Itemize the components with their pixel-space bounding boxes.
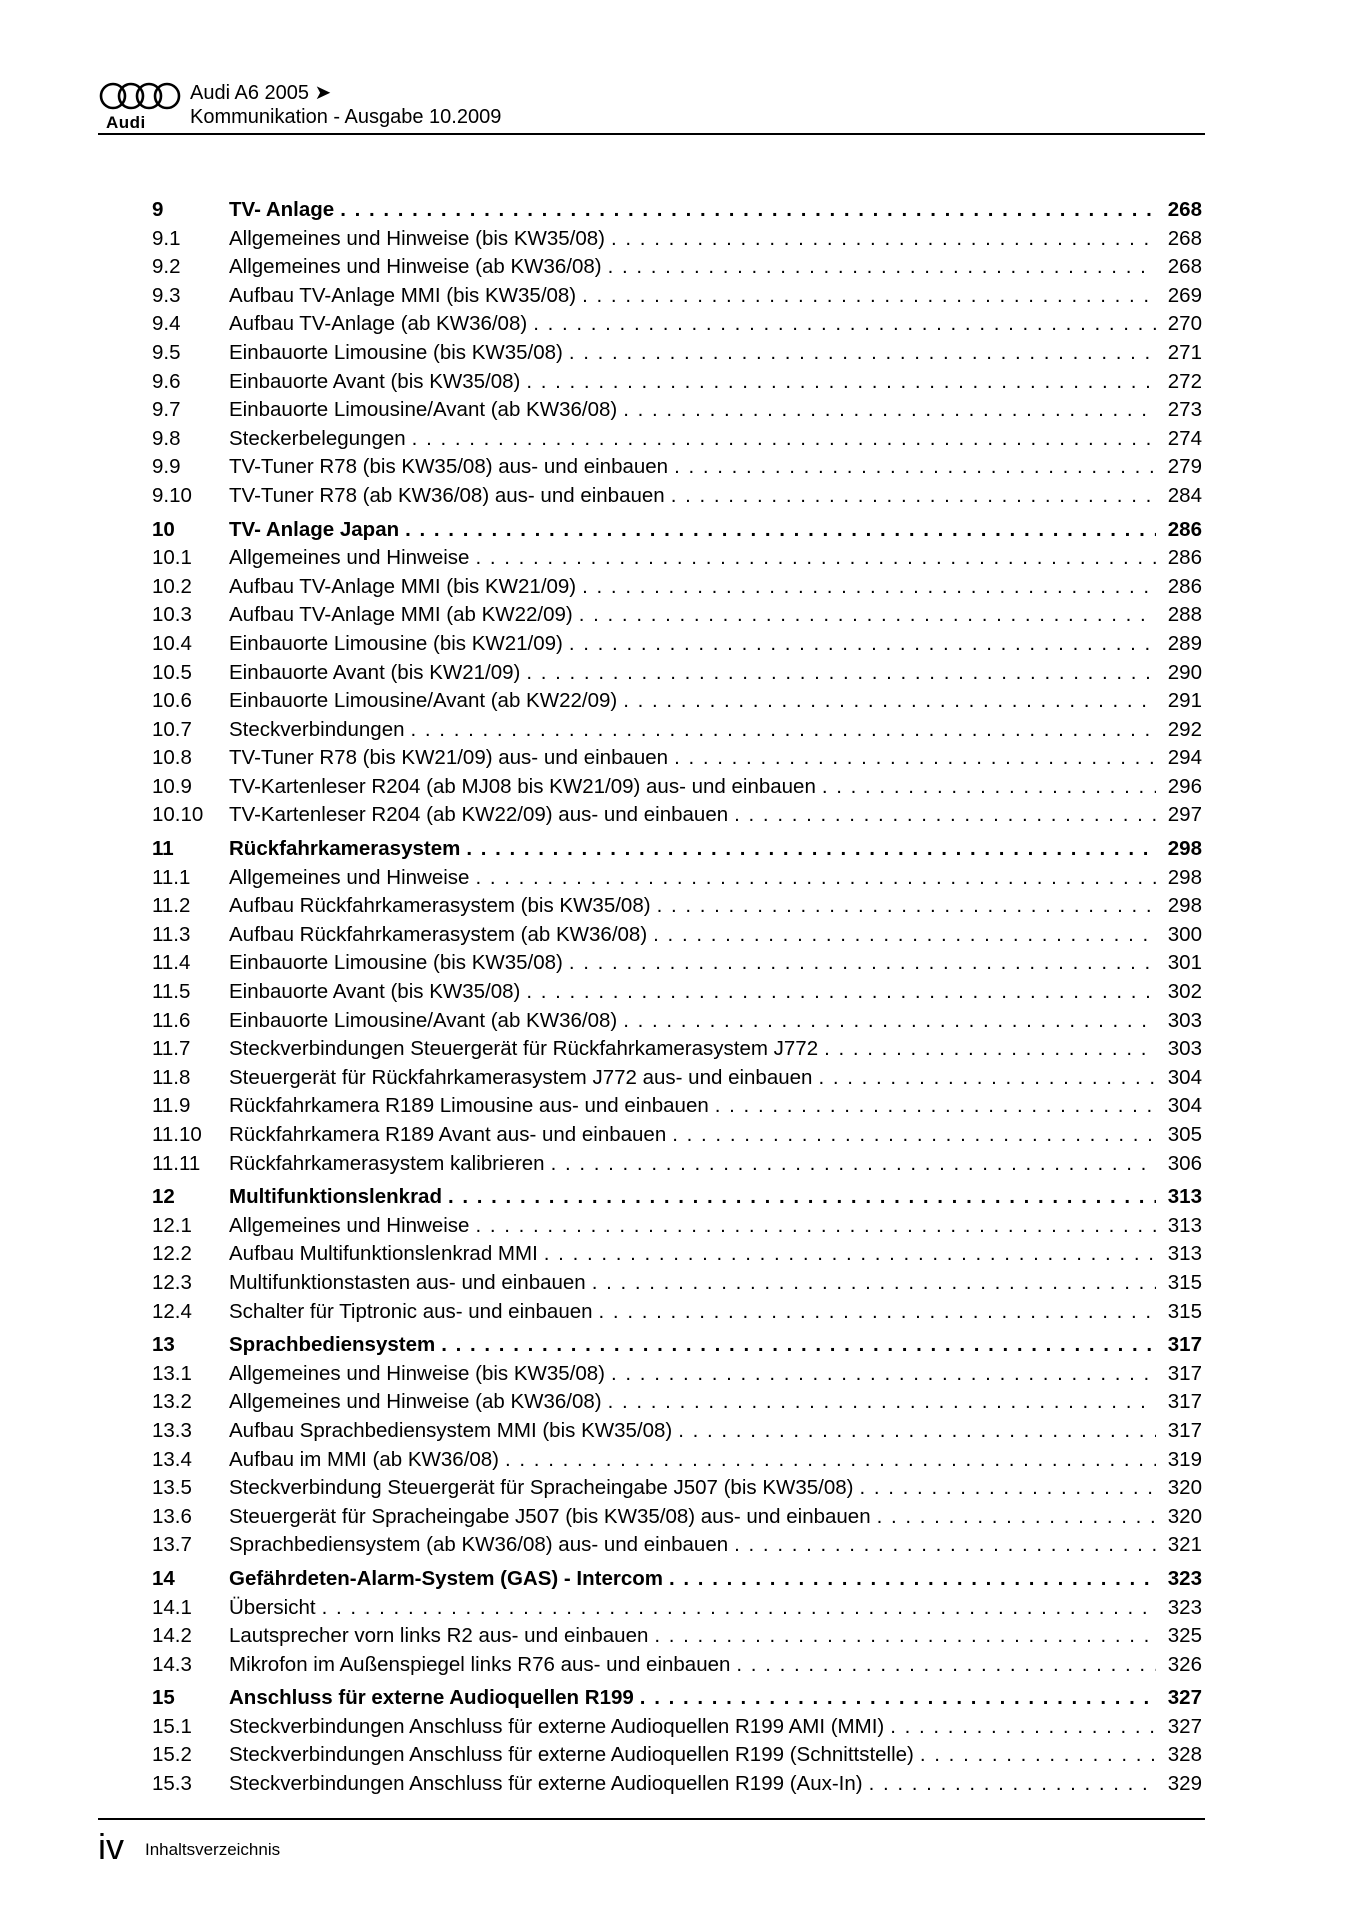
toc-page-number[interactable]: 271 [1167,340,1202,364]
toc-number: 11.1 [152,865,191,889]
dot-leader [505,1448,1156,1472]
toc-page-number[interactable]: 329 [1167,1772,1202,1796]
dot-leader [475,866,1156,890]
dot-leader [448,1185,1156,1209]
toc-page-number[interactable]: 296 [1167,774,1202,798]
toc-entry-row[interactable] [152,1743,1202,1772]
dot-leader [599,1300,1156,1324]
footer-divider [98,1818,1205,1820]
toc-chapter-row[interactable] [152,1185,1202,1214]
dot-leader [569,951,1156,975]
toc-chapter-group [152,837,1202,1180]
dot-leader [608,1390,1156,1414]
toc-number: 9 [152,198,164,221]
toc-entry-row[interactable] [152,1009,1202,1038]
toc-entry-row[interactable] [152,803,1202,832]
toc-entry-row[interactable] [152,951,1202,980]
dot-leader [533,312,1156,336]
toc-number: 13.5 [152,1476,192,1500]
toc-entry-row[interactable] [152,1772,1202,1801]
dot-leader [822,775,1156,799]
toc-page-number[interactable]: 288 [1167,603,1202,627]
toc-entry-row[interactable] [152,1242,1202,1271]
toc-number: 11.6 [152,1008,191,1032]
toc-chapter-group [152,518,1202,833]
dot-leader [623,689,1156,713]
toc-page-number[interactable]: 291 [1167,689,1202,713]
toc-entry-row[interactable] [152,1448,1202,1477]
dot-leader [475,1214,1156,1238]
toc-entry-row[interactable] [152,284,1202,313]
toc-entry-row[interactable] [152,1596,1202,1625]
toc-number: 10.9 [152,774,192,798]
toc-entry-row[interactable] [152,1505,1202,1534]
dot-leader [475,546,1156,570]
toc-page-number[interactable]: 294 [1167,746,1202,770]
toc-number: 12.3 [152,1270,192,1294]
dot-leader [551,1152,1156,1176]
dot-leader [654,1624,1156,1648]
toc-page-number[interactable]: 268 [1167,226,1202,250]
toc-entry-row[interactable] [152,1300,1202,1329]
toc-chapter-group [152,198,1202,513]
toc-title[interactable]: Übersicht [229,1595,316,1619]
toc-title[interactable]: Einbauorte Limousine (bis KW35/08) [229,951,563,975]
toc-title[interactable]: Allgemeines und Hinweise (ab KW36/08) [229,1390,602,1414]
toc-title[interactable]: TV-Kartenleser R204 (ab MJ08 bis KW21/09) aus- und einbauen [229,774,816,798]
toc-title[interactable]: Steckerbelegungen [229,426,406,450]
toc-title[interactable]: TV-Tuner R78 (ab KW36/08) aus- und einbauen [229,483,665,507]
dot-leader [669,1567,1156,1591]
toc-page-number[interactable]: 317 [1167,1390,1202,1414]
dot-leader [736,1653,1156,1677]
toc-number: 9.7 [152,398,181,422]
toc-number: 11 [152,837,174,861]
toc-page-number[interactable]: 268 [1167,198,1202,221]
toc-page-number[interactable]: 327 [1167,1714,1202,1738]
toc-page-number[interactable]: 286 [1167,546,1202,570]
toc-entry-row[interactable] [152,427,1202,456]
toc-entry-row[interactable] [152,484,1202,513]
toc-title[interactable]: TV-Tuner R78 (bis KW35/08) aus- und einbauen [229,455,669,479]
toc-page-number[interactable]: 327 [1167,1686,1202,1710]
toc-entry-row[interactable] [152,1624,1202,1653]
toc-number: 13.7 [152,1533,192,1557]
toc-entry-row[interactable] [152,341,1202,370]
toc-page-number[interactable]: 303 [1167,1008,1202,1032]
toc-page-number[interactable]: 321 [1167,1533,1202,1557]
toc-title[interactable]: Gefährdeten-Alarm-System (GAS) - Intercom [229,1566,664,1590]
toc-number: 11.4 [152,951,191,975]
toc-page-number[interactable]: 290 [1167,660,1202,684]
toc-entry-row[interactable] [152,1362,1202,1391]
toc-number: 11.5 [152,980,191,1004]
toc-title[interactable]: Allgemeines und Hinweise (bis KW35/08) [229,1361,606,1385]
toc-number: 11.9 [152,1094,191,1118]
dot-leader [715,1094,1156,1118]
dot-leader [859,1476,1156,1500]
toc-title[interactable]: Mikrofon im Außenspiegel links R76 aus- und einbauen [229,1652,731,1676]
dot-leader [877,1505,1156,1529]
toc-title[interactable]: Rückfahrkamerasystem kalibrieren [229,1151,545,1175]
toc-title[interactable]: Rückfahrkamerasystem [229,837,461,861]
dot-leader [526,980,1156,1004]
toc-title[interactable]: Einbauorte Avant (bis KW35/08) [229,369,521,393]
toc-page-number[interactable]: 313 [1167,1213,1202,1237]
toc-entry-row[interactable] [152,546,1202,575]
toc-number: 12.1 [152,1213,192,1237]
toc-entry-row[interactable] [152,866,1202,895]
page-number: iv [98,1826,124,1867]
toc-entry-row[interactable] [152,689,1202,718]
dot-leader [640,1686,1156,1710]
toc-title[interactable]: Rückfahrkamera R189 Avant aus- und einbauen [229,1123,667,1146]
toc-number: 10.5 [152,660,192,684]
toc-page-number[interactable]: 306 [1167,1151,1202,1175]
toc-page-number[interactable]: 304 [1167,1094,1202,1118]
toc-title[interactable]: Einbauorte Avant (bis KW35/08) [229,980,521,1004]
toc-title[interactable]: Aufbau TV-Anlage MMI (bis KW35/08) [229,283,577,307]
toc-entry-row[interactable] [152,455,1202,484]
toc-title[interactable]: Steuergerät für Spracheingabe J507 (bis KW35/08) aus- und einbauen [229,1504,871,1528]
toc-title[interactable]: Lautsprecher vorn links R2 aus- und einbauen [229,1624,649,1648]
dot-leader [611,1362,1156,1386]
toc-title[interactable]: Einbauorte Limousine (bis KW21/09) [229,631,563,655]
toc-page-number[interactable]: 289 [1167,631,1202,655]
toc-chapter-group [152,1185,1202,1328]
toc-number: 10 [152,517,175,541]
toc-entry-row[interactable] [152,1214,1202,1243]
dot-leader [608,255,1156,279]
toc-number: 14 [152,1566,175,1590]
toc-entry-row[interactable] [152,1066,1202,1095]
toc-title[interactable]: Aufbau Rückfahrkamerasystem (bis KW35/08) [229,894,651,918]
toc-title[interactable]: Einbauorte Limousine (bis KW35/08) [229,340,563,364]
toc-number: 13 [152,1333,175,1357]
toc-title[interactable]: Allgemeines und Hinweise [229,546,470,570]
toc-number: 15.2 [152,1743,192,1767]
toc-entry-row[interactable] [152,1653,1202,1682]
toc-title[interactable]: TV-Tuner R78 (bis KW21/09) aus- und einbauen [229,746,669,770]
dot-leader [412,427,1156,451]
toc-title[interactable]: Aufbau TV-Anlage MMI (ab KW22/09) [229,603,573,627]
dot-leader [674,455,1156,479]
toc-number: 13.4 [152,1447,192,1471]
toc-page-number[interactable]: 320 [1167,1504,1202,1528]
toc-title[interactable]: Allgemeines und Hinweise (ab KW36/08) [229,255,602,279]
toc-page-number[interactable]: 270 [1167,312,1202,336]
toc-title[interactable]: Steckverbindungen [229,717,405,741]
toc-page-number[interactable]: 272 [1167,369,1202,393]
dot-leader [611,227,1156,251]
toc-entry-row[interactable] [152,603,1202,632]
dot-leader [920,1743,1156,1767]
toc-chapter-row[interactable] [152,198,1202,227]
dot-leader [526,370,1156,394]
toc-title[interactable]: Steckverbindung Steuergerät für Spracheingabe J507 (bis KW35/08) [229,1476,854,1500]
toc-page-number[interactable]: 304 [1167,1065,1202,1089]
toc-number: 13.3 [152,1418,192,1442]
toc-title[interactable]: TV-Kartenleser R204 (ab KW22/09) aus- und einbauen [229,803,729,827]
audi-logo [98,80,183,130]
toc-entry-row[interactable] [152,632,1202,661]
toc-number: 9.5 [152,340,181,364]
toc-page-number[interactable]: 319 [1167,1447,1202,1471]
toc-title[interactable]: Steuergerät für Rückfahrkamerasystem J772 aus- und einbauen [229,1065,813,1089]
toc-entry-row[interactable] [152,1094,1202,1123]
dot-leader [818,1066,1156,1090]
toc-title[interactable]: Multifunktionslenkrad [229,1185,442,1209]
dot-leader [441,1333,1156,1357]
toc-number: 9.1 [152,226,181,250]
toc-title[interactable]: Aufbau TV-Anlage MMI (bis KW21/09) [229,574,577,598]
dot-leader [592,1271,1156,1295]
toc-entry-row[interactable] [152,661,1202,690]
toc-number: 9.8 [152,426,181,450]
toc-title[interactable]: Einbauorte Limousine/Avant (ab KW36/08) [229,1008,618,1032]
toc-title[interactable]: Einbauorte Limousine/Avant (ab KW36/08) [229,398,618,422]
toc-page-number[interactable]: 323 [1167,1595,1202,1619]
toc-number: 13.2 [152,1390,192,1414]
toc-entry-row[interactable] [152,1152,1202,1181]
audi-rings-icon [98,80,184,112]
toc-entry-row[interactable] [152,255,1202,284]
toc-entry-row[interactable] [152,1390,1202,1419]
toc-title[interactable]: Einbauorte Limousine/Avant (ab KW22/09) [229,689,618,713]
toc-chapter-group [152,1567,1202,1681]
footer-section-label: Inhaltsverzeichnis [145,1840,281,1859]
toc-page-number[interactable]: 268 [1167,255,1202,279]
toc-title[interactable]: TV- Anlage [229,198,335,221]
dot-leader [579,603,1156,627]
toc-page-number[interactable]: 317 [1167,1361,1202,1385]
toc-title[interactable]: Aufbau Sprachbediensystem MMI (bis KW35/08) [229,1418,673,1442]
toc-number: 11.8 [152,1065,191,1089]
toc-number: 10.1 [152,546,192,570]
toc-entry-row[interactable] [152,370,1202,399]
toc-page-number[interactable]: 326 [1167,1652,1202,1676]
dot-leader [466,837,1156,861]
toc-number: 11.3 [152,922,191,946]
toc-page-number[interactable]: 328 [1167,1743,1202,1767]
toc-number: 14.3 [152,1652,192,1676]
dot-leader [582,575,1156,599]
toc-title[interactable]: Steckverbindungen Steuergerät für Rückfahrkamerasystem J772 [229,1037,819,1061]
toc-number: 10.8 [152,746,192,770]
toc-entry-row[interactable] [152,312,1202,341]
toc-number: 10.3 [152,603,192,627]
toc-title[interactable]: Allgemeines und Hinweise [229,865,470,889]
dot-leader [405,518,1156,542]
toc-title[interactable]: Allgemeines und Hinweise (bis KW35/08) [229,226,606,250]
toc-number: 9.4 [152,312,181,336]
toc-title[interactable]: Allgemeines und Hinweise [229,1213,470,1237]
toc-number: 10.7 [152,717,192,741]
toc-number: 15.3 [152,1772,192,1796]
dot-leader [526,661,1156,685]
toc-page-number[interactable]: 302 [1167,980,1202,1004]
toc-number: 14.1 [152,1595,192,1619]
dot-leader [623,1009,1156,1033]
toc-entry-row[interactable] [152,1123,1202,1152]
dot-leader [824,1037,1156,1061]
toc-entry-row[interactable] [152,775,1202,804]
toc-page-number[interactable]: 317 [1167,1418,1202,1442]
toc-title[interactable]: Multifunktionstasten aus- und einbauen [229,1270,586,1294]
toc-number: 15.1 [152,1714,192,1738]
toc-title[interactable]: Anschluss für externe Audioquellen R199 [229,1686,634,1710]
toc-number: 12 [152,1185,175,1209]
dot-leader [582,284,1156,308]
toc-entry-row[interactable] [152,923,1202,952]
toc-page-number[interactable]: 323 [1167,1566,1202,1590]
toc-entry-row[interactable] [152,718,1202,747]
toc-page-number[interactable]: 298 [1167,865,1202,889]
model-line: Audi A6 2005 ➤ [190,82,332,104]
dot-leader [734,803,1156,827]
toc-title[interactable]: Steckverbindungen Anschluss für externe Audioquellen R199 (Schnittstelle) [229,1743,914,1767]
dot-leader [734,1533,1156,1557]
toc-chapter-row[interactable] [152,1333,1202,1362]
toc-entry-row[interactable] [152,1037,1202,1066]
toc-title[interactable]: Aufbau Multifunktionslenkrad MMI [229,1242,538,1266]
page-header [98,78,1205,134]
toc-title[interactable]: Aufbau TV-Anlage (ab KW36/08) [229,312,528,336]
document-subtitle: Kommunikation - Ausgabe 10.2009 [190,106,502,128]
header-divider [98,133,1205,135]
dot-leader [569,632,1156,656]
toc-chapter-row[interactable] [152,837,1202,866]
dot-leader [657,894,1156,918]
toc-number: 10.4 [152,631,192,655]
toc-number: 10.2 [152,574,192,598]
toc-number: 9.3 [152,283,181,307]
dot-leader [322,1596,1156,1620]
toc-page-number[interactable]: 286 [1167,517,1202,541]
toc-page-number[interactable]: 298 [1167,837,1202,861]
toc-title[interactable]: Steckverbindungen Anschluss für externe Audioquellen R199 (Aux-In) [229,1772,863,1796]
toc-page-number[interactable]: 274 [1167,426,1202,450]
toc-chapter-row[interactable] [152,1567,1202,1596]
toc-chapter-row[interactable] [152,518,1202,547]
toc-page-number[interactable]: 313 [1167,1242,1202,1266]
toc-page-number[interactable]: 303 [1167,1037,1202,1061]
toc-entry-row[interactable] [152,398,1202,427]
toc-page-number[interactable]: 315 [1167,1299,1202,1323]
dot-leader [674,746,1156,770]
toc-page-number[interactable]: 301 [1167,951,1202,975]
toc-title[interactable]: Sprachbediensystem [229,1333,436,1357]
dot-leader [411,718,1156,742]
toc-number: 11.10 [152,1123,202,1146]
toc-entry-row[interactable] [152,746,1202,775]
toc-number: 15 [152,1686,175,1710]
toc-page-number[interactable]: 305 [1167,1123,1202,1146]
toc-entry-row[interactable] [152,1419,1202,1448]
dot-leader [544,1242,1156,1266]
table-of-contents [152,198,1202,1806]
toc-page-number[interactable]: 300 [1167,922,1202,946]
toc-page-number[interactable]: 279 [1167,455,1202,479]
toc-number: 14.2 [152,1624,192,1648]
toc-number: 9.2 [152,255,181,279]
toc-number: 11.11 [152,1151,201,1175]
toc-chapter-group [152,1333,1202,1562]
toc-number: 9.9 [152,455,181,479]
toc-title[interactable]: Einbauorte Avant (bis KW21/09) [229,660,521,684]
toc-entry-row[interactable] [152,894,1202,923]
toc-number: 13.1 [152,1361,192,1385]
toc-title[interactable]: Schalter für Tiptronic aus- und einbauen [229,1299,593,1323]
toc-number: 11.7 [152,1037,191,1061]
dot-leader [678,1419,1156,1443]
dot-leader [672,1123,1156,1147]
dot-leader [671,484,1156,508]
dot-leader [653,923,1156,947]
toc-number: 11.2 [152,894,191,918]
dot-leader [623,398,1156,422]
toc-page-number[interactable]: 273 [1167,398,1202,422]
toc-entry-row[interactable] [152,1476,1202,1505]
toc-chapter-row[interactable] [152,1686,1202,1715]
dot-leader [869,1772,1156,1796]
toc-page-number[interactable]: 286 [1167,574,1202,598]
toc-page-number[interactable]: 297 [1167,803,1202,827]
toc-chapter-group [152,1686,1202,1800]
toc-entry-row[interactable] [152,575,1202,604]
dot-leader [340,198,1156,222]
toc-title[interactable]: Steckverbindungen Anschluss für externe Audioquellen R199 AMI (MMI) [229,1714,885,1738]
toc-page-number[interactable]: 298 [1167,894,1202,918]
toc-title[interactable]: Rückfahrkamera R189 Limousine aus- und einbauen [229,1094,709,1118]
toc-page-number[interactable]: 320 [1167,1476,1202,1500]
toc-title[interactable]: Sprachbediensystem (ab KW36/08) aus- und einbauen [229,1533,729,1557]
toc-entry-row[interactable] [152,1533,1202,1562]
toc-page-number[interactable]: 269 [1167,283,1202,307]
toc-number: 13.6 [152,1504,192,1528]
toc-title[interactable]: Aufbau im MMI (ab KW36/08) [229,1447,500,1471]
toc-number: 12.2 [152,1242,192,1266]
toc-number: 12.4 [152,1299,192,1323]
toc-entry-row[interactable] [152,980,1202,1009]
toc-entry-row[interactable] [152,1715,1202,1744]
toc-page-number[interactable]: 315 [1167,1270,1202,1294]
toc-entry-row[interactable] [152,227,1202,256]
toc-title[interactable]: Aufbau Rückfahrkamerasystem (ab KW36/08) [229,922,648,946]
toc-number: 9.6 [152,369,181,393]
toc-number: 10.10 [152,803,204,827]
toc-title[interactable]: TV- Anlage Japan [229,517,400,541]
dot-leader [569,341,1156,365]
dot-leader [890,1715,1156,1739]
toc-page-number[interactable]: 292 [1167,717,1202,741]
toc-page-number[interactable]: 313 [1167,1185,1202,1209]
toc-page-number[interactable]: 317 [1167,1333,1202,1357]
audi-wordmark: Audi [106,113,146,132]
toc-page-number[interactable]: 284 [1167,483,1202,507]
toc-number: 9.10 [152,483,192,507]
toc-entry-row[interactable] [152,1271,1202,1300]
toc-number: 10.6 [152,689,192,713]
toc-page-number[interactable]: 325 [1167,1624,1202,1648]
